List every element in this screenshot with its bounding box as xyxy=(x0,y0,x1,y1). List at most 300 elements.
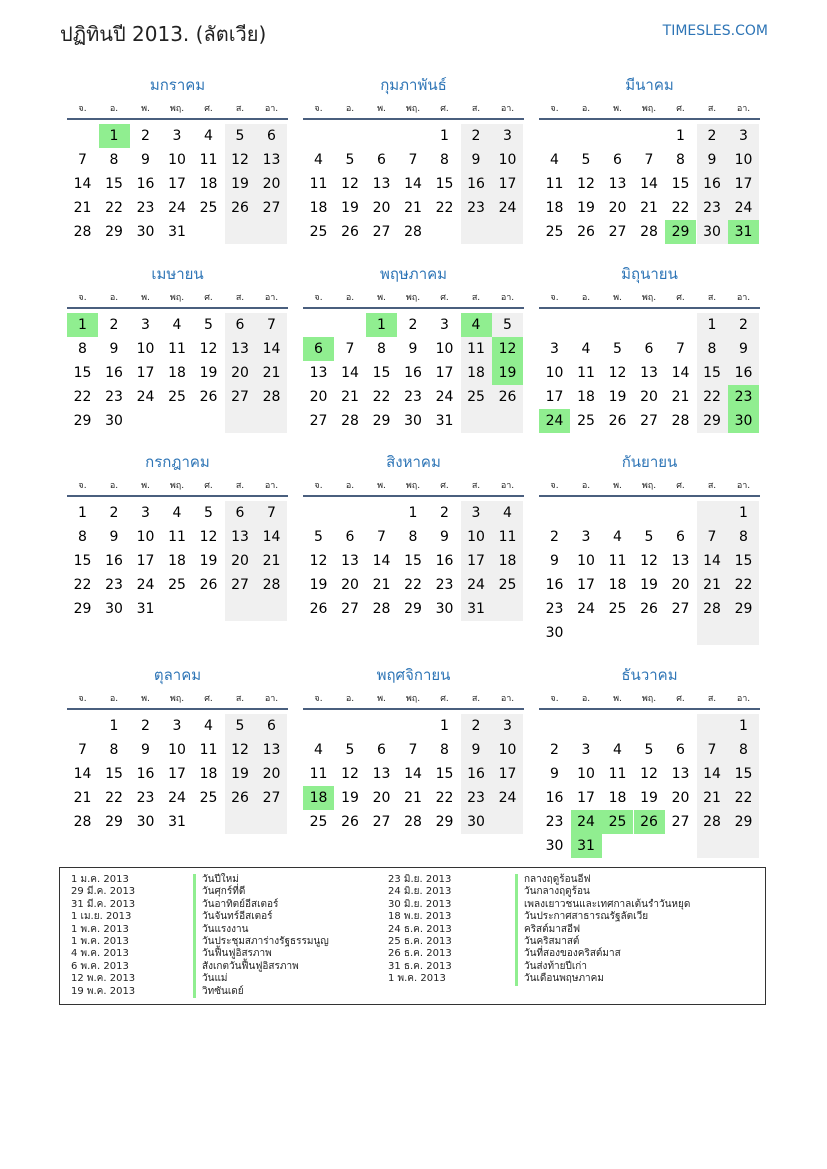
weekend-day: 20 xyxy=(225,549,256,573)
day-cell: 11 xyxy=(199,742,218,758)
weekend-day: 31 xyxy=(461,597,492,621)
weekday-label: ส. xyxy=(707,694,717,704)
header-rule xyxy=(67,307,288,309)
weekend-day: 14 xyxy=(256,525,287,549)
weekend-day: 3 xyxy=(461,501,492,525)
weekend-day: 8 xyxy=(728,525,759,549)
day-cell: 8 xyxy=(440,742,449,758)
weekday-label: ส. xyxy=(707,481,717,491)
weekday-header xyxy=(303,478,524,492)
day-cell: 23 xyxy=(404,389,422,405)
weekday-label: จ. xyxy=(550,694,559,704)
days-grid xyxy=(303,501,524,645)
empty-weekend-cell xyxy=(492,220,523,244)
weekend-day: 24 xyxy=(728,196,759,220)
weekend-day: 14 xyxy=(256,337,287,361)
weekday-label: ศ. xyxy=(440,293,449,303)
weekend-day: 9 xyxy=(697,148,728,172)
day-cell: 20 xyxy=(309,389,328,405)
weekday-label: อ. xyxy=(581,694,591,704)
header-rule xyxy=(303,118,524,120)
holiday-date: 1 พ.ค. 2013 xyxy=(71,936,129,947)
month-name: มกราคม xyxy=(149,76,206,94)
empty-weekend-cell xyxy=(492,810,523,834)
day-cell: 15 xyxy=(435,766,454,782)
weekday-label: พฤ. xyxy=(405,104,421,114)
header-rule xyxy=(539,708,760,710)
weekend-day: 16 xyxy=(461,762,492,786)
day-cell: 12 xyxy=(309,553,328,569)
weekday-label: ศ. xyxy=(440,104,449,114)
day-cell: 4 xyxy=(314,152,323,168)
day-cell: 6 xyxy=(377,742,386,758)
day-cell: 8 xyxy=(676,152,685,168)
empty-weekend-cell xyxy=(697,501,728,525)
day-cell: 19 xyxy=(640,790,658,806)
day-cell: 14 xyxy=(404,766,422,782)
weekday-header xyxy=(303,290,524,304)
weekday-label: อ. xyxy=(345,694,355,704)
weekday-header xyxy=(303,101,524,115)
day-cell: 19 xyxy=(199,553,218,569)
day-cell: 13 xyxy=(671,766,690,782)
weekend-day: 23 xyxy=(697,196,728,220)
weekday-header xyxy=(539,290,760,304)
day-cell: 8 xyxy=(109,742,119,758)
weekday-label: อ. xyxy=(581,481,591,491)
weekday-label: อ. xyxy=(109,104,119,114)
holiday-name: วันที่สองของคริสต์มาส xyxy=(515,948,621,961)
weekday-label: พฤ. xyxy=(405,481,421,491)
day-cell: 21 xyxy=(372,577,391,593)
day-cell: 23 xyxy=(136,790,155,806)
day-cell: 12 xyxy=(199,529,218,545)
day-cell: 14 xyxy=(372,553,391,569)
weekday-label: พ. xyxy=(377,481,386,491)
days-grid xyxy=(539,501,760,645)
weekend-day: 17 xyxy=(728,172,759,196)
weekend-day: 21 xyxy=(256,361,287,385)
holiday-name: วันปีใหม่ xyxy=(193,874,239,887)
weekday-label: ส. xyxy=(471,694,481,704)
day-cell: 1 xyxy=(78,505,87,521)
day-cell: 24 xyxy=(168,790,186,806)
holiday-name: วิทซันเดย์ xyxy=(193,986,244,999)
holiday-name: วันประกาศสาธารณรัฐลัตเวีย xyxy=(515,911,648,924)
weekend-day: 12 xyxy=(225,738,256,762)
weekend-day: 28 xyxy=(256,385,287,409)
day-cell: 3 xyxy=(581,529,591,545)
days-grid xyxy=(539,124,760,268)
day-cell: 29 xyxy=(73,413,92,429)
day-cell: 9 xyxy=(109,529,119,545)
weekday-label: ส. xyxy=(471,293,481,303)
weekday-label: ศ. xyxy=(440,481,449,491)
weekend-day: 15 xyxy=(728,762,759,786)
day-cell: 4 xyxy=(581,341,591,357)
day-cell: 6 xyxy=(676,529,685,545)
weekday-label: จ. xyxy=(78,104,87,114)
day-cell: 28 xyxy=(341,413,359,429)
day-cell: 4 xyxy=(613,529,622,545)
weekday-label: จ. xyxy=(314,481,323,491)
day-cell: 16 xyxy=(105,365,123,381)
day-cell: 25 xyxy=(309,224,328,240)
page-title: ปฏิทินปี 2013. (ลัตเวีย) xyxy=(60,22,267,46)
header-rule xyxy=(303,307,524,309)
day-cell: 19 xyxy=(577,200,595,216)
weekend-day: 9 xyxy=(728,337,759,361)
weekday-label: อ. xyxy=(581,293,591,303)
day-cell: 19 xyxy=(341,200,359,216)
weekend-day: 25 xyxy=(492,573,523,597)
day-cell: 27 xyxy=(608,224,627,240)
weekend-day: 23 xyxy=(461,196,492,220)
day-cell: 8 xyxy=(377,341,386,357)
day-cell: 11 xyxy=(608,766,627,782)
weekend-day: 6 xyxy=(225,501,256,525)
day-cell: 10 xyxy=(168,742,186,758)
holiday-name: วันคริสมาสต์ xyxy=(515,936,579,949)
weekday-label: อ. xyxy=(345,104,355,114)
weekday-label: พ. xyxy=(141,104,150,114)
weekday-header xyxy=(539,691,760,705)
day-cell: 9 xyxy=(141,742,150,758)
weekday-label: ส. xyxy=(235,293,245,303)
day-cell: 24 xyxy=(136,577,155,593)
day-cell: 2 xyxy=(550,742,559,758)
day-cell: 23 xyxy=(435,577,454,593)
day-cell: 31 xyxy=(168,224,186,240)
empty-weekend-cell xyxy=(492,597,523,621)
weekday-label: อ. xyxy=(345,481,355,491)
day-cell: 15 xyxy=(435,176,454,192)
day-cell: 18 xyxy=(608,790,627,806)
weekday-label: จ. xyxy=(314,694,323,704)
weekend-day: 28 xyxy=(256,573,287,597)
holiday-day: 30 xyxy=(728,409,759,433)
day-cell: 20 xyxy=(341,577,359,593)
weekday-label: พ. xyxy=(377,694,386,704)
day-cell: 27 xyxy=(309,413,328,429)
header-rule xyxy=(539,307,760,309)
day-cell: 13 xyxy=(309,365,328,381)
weekend-day: 12 xyxy=(225,148,256,172)
day-cell: 29 xyxy=(73,601,92,617)
day-cell: 20 xyxy=(640,389,658,405)
day-cell: 26 xyxy=(341,224,359,240)
empty-weekend-cell xyxy=(256,810,287,834)
weekday-label: ศ. xyxy=(676,293,685,303)
holiday-day: 25 xyxy=(602,810,633,834)
weekend-day: 1 xyxy=(697,313,728,337)
days-grid xyxy=(303,714,524,858)
day-cell: 30 xyxy=(105,413,123,429)
weekend-day: 14 xyxy=(697,549,728,573)
holiday-day: 1 xyxy=(67,313,98,337)
weekend-day: 17 xyxy=(492,172,523,196)
weekend-day: 21 xyxy=(697,573,728,597)
weekday-label: อ. xyxy=(345,293,355,303)
day-cell: 18 xyxy=(199,176,218,192)
days-grid xyxy=(67,124,288,268)
day-cell: 17 xyxy=(136,553,155,569)
empty-weekend-cell xyxy=(492,409,523,433)
day-cell: 1 xyxy=(440,128,449,144)
day-cell: 22 xyxy=(73,389,92,405)
weekend-day: 11 xyxy=(461,337,492,361)
holiday-date: 24 ธ.ค. 2013 xyxy=(388,923,452,935)
day-cell: 29 xyxy=(404,601,422,617)
day-cell: 29 xyxy=(105,224,123,240)
weekend-day: 7 xyxy=(256,313,287,337)
holiday-name: วันแรงงาน xyxy=(193,924,248,937)
weekday-label: อา. xyxy=(736,104,751,114)
weekday-label: อา. xyxy=(264,481,279,491)
day-cell: 6 xyxy=(676,742,685,758)
weekday-label: จ. xyxy=(314,293,323,303)
holiday-date: 4 พ.ค. 2013 xyxy=(71,948,129,960)
weekend-day: 2 xyxy=(728,313,759,337)
weekday-label: ส. xyxy=(707,293,717,303)
day-cell: 1 xyxy=(408,505,418,521)
day-cell: 20 xyxy=(671,790,690,806)
day-cell: 27 xyxy=(372,224,391,240)
holiday-name: สังเกตวันฟื้นฟูอิสรภาพ xyxy=(193,961,299,974)
day-cell: 17 xyxy=(168,766,186,782)
day-cell: 25 xyxy=(577,413,595,429)
empty-weekend-cell xyxy=(697,714,728,738)
weekday-label: อา. xyxy=(500,481,515,491)
weekend-day: 13 xyxy=(256,738,287,762)
day-cell: 1 xyxy=(440,718,449,734)
weekday-label: อา. xyxy=(264,293,279,303)
weekend-day: 2 xyxy=(461,124,492,148)
holiday-date: 1 เม.ย. 2013 xyxy=(71,911,132,923)
weekday-header xyxy=(303,691,524,705)
weekend-day: 27 xyxy=(256,196,287,220)
day-cell: 25 xyxy=(199,790,218,806)
day-cell: 25 xyxy=(199,200,218,216)
holiday-name: วันฟื้นฟูอิสรภาพ xyxy=(193,948,272,961)
day-cell: 17 xyxy=(545,389,564,405)
weekday-label: ส. xyxy=(235,104,245,114)
weekday-label: พฤ. xyxy=(641,481,657,491)
weekend-day: 1 xyxy=(728,501,759,525)
day-cell: 9 xyxy=(550,766,559,782)
weekend-day: 6 xyxy=(225,313,256,337)
day-cell: 28 xyxy=(404,814,422,830)
day-cell: 19 xyxy=(608,389,627,405)
month-name: ตุลาคม xyxy=(153,666,202,684)
day-cell: 2 xyxy=(109,505,119,521)
weekday-label: พฤ. xyxy=(169,293,185,303)
holiday-date: 29 มี.ค. 2013 xyxy=(71,886,136,898)
days-grid xyxy=(67,313,288,457)
day-cell: 16 xyxy=(545,790,564,806)
weekend-day: 8 xyxy=(728,738,759,762)
holiday-date: 18 พ.ย. 2013 xyxy=(388,911,452,923)
day-cell: 17 xyxy=(577,577,595,593)
day-cell: 8 xyxy=(78,529,87,545)
day-cell: 26 xyxy=(577,224,595,240)
weekday-label: อา. xyxy=(736,694,751,704)
weekday-label: อ. xyxy=(109,694,119,704)
day-cell: 26 xyxy=(341,814,359,830)
day-cell: 26 xyxy=(199,577,218,593)
weekend-day: 7 xyxy=(256,501,287,525)
day-cell: 1 xyxy=(109,718,119,734)
day-cell: 29 xyxy=(105,814,123,830)
weekday-label: อา. xyxy=(500,293,515,303)
weekday-label: ศ. xyxy=(676,104,685,114)
holiday-day: 24 xyxy=(571,810,602,834)
weekend-day: 21 xyxy=(256,549,287,573)
day-cell: 23 xyxy=(545,814,564,830)
day-cell: 7 xyxy=(78,742,87,758)
weekend-day: 9 xyxy=(461,738,492,762)
weekend-day: 13 xyxy=(256,148,287,172)
day-cell: 22 xyxy=(435,200,454,216)
day-cell: 9 xyxy=(550,553,559,569)
weekday-label: พฤ. xyxy=(405,293,421,303)
day-cell: 26 xyxy=(640,601,658,617)
day-cell: 4 xyxy=(172,317,182,333)
weekend-day: 19 xyxy=(225,172,256,196)
holiday-name: วันประชุมสภาร่างรัฐธรรมนูญ xyxy=(193,936,329,949)
month-name: เมษายน xyxy=(151,265,204,283)
day-cell: 19 xyxy=(309,577,328,593)
empty-weekend-cell xyxy=(461,220,492,244)
holiday-name: วันอาทิตย์อีสเตอร์ xyxy=(193,899,278,912)
weekend-day: 3 xyxy=(492,124,523,148)
weekday-label: พ. xyxy=(613,694,622,704)
day-cell: 8 xyxy=(408,529,418,545)
weekend-day: 30 xyxy=(697,220,728,244)
weekday-label: พ. xyxy=(141,293,150,303)
weekend-day: 22 xyxy=(728,786,759,810)
day-cell: 12 xyxy=(341,766,359,782)
day-cell: 27 xyxy=(640,413,658,429)
holiday-name: วันกลางฤดูร้อน xyxy=(515,886,590,899)
day-cell: 26 xyxy=(309,601,328,617)
day-cell: 20 xyxy=(608,200,627,216)
days-grid xyxy=(539,714,760,858)
day-cell: 11 xyxy=(545,176,564,192)
day-cell: 21 xyxy=(640,200,658,216)
weekday-label: จ. xyxy=(550,104,559,114)
day-cell: 12 xyxy=(199,341,218,357)
day-cell: 18 xyxy=(577,389,595,405)
day-cell: 5 xyxy=(314,529,323,545)
weekend-day: 6 xyxy=(256,124,287,148)
weekday-label: ศ. xyxy=(440,694,449,704)
weekend-day: 6 xyxy=(256,714,287,738)
day-cell: 5 xyxy=(613,341,622,357)
day-cell: 18 xyxy=(545,200,564,216)
day-cell: 19 xyxy=(199,365,218,381)
weekday-label: พฤ. xyxy=(169,694,185,704)
day-cell: 5 xyxy=(345,742,355,758)
day-cell: 15 xyxy=(73,553,92,569)
weekend-day: 5 xyxy=(225,124,256,148)
header-rule xyxy=(539,495,760,497)
holiday-day: 26 xyxy=(634,810,665,834)
day-cell: 5 xyxy=(204,505,213,521)
holiday-day: 23 xyxy=(728,385,759,409)
day-cell: 16 xyxy=(105,553,123,569)
day-cell: 21 xyxy=(73,790,92,806)
weekend-day: 23 xyxy=(461,786,492,810)
day-cell: 2 xyxy=(408,317,418,333)
day-cell: 7 xyxy=(345,341,355,357)
day-cell: 11 xyxy=(577,365,595,381)
day-cell: 3 xyxy=(440,317,449,333)
month-name: กุมภาพันธ์ xyxy=(380,76,447,94)
weekend-day: 9 xyxy=(461,148,492,172)
day-cell: 3 xyxy=(581,742,591,758)
weekday-label: พ. xyxy=(613,104,622,114)
weekend-day: 15 xyxy=(697,361,728,385)
day-cell: 6 xyxy=(345,529,355,545)
day-cell: 9 xyxy=(109,341,119,357)
day-cell: 14 xyxy=(671,365,690,381)
weekday-label: อ. xyxy=(109,293,119,303)
weekend-day: 13 xyxy=(225,337,256,361)
day-cell: 25 xyxy=(168,577,186,593)
day-cell: 18 xyxy=(168,553,186,569)
weekend-day: 27 xyxy=(225,385,256,409)
weekend-day: 20 xyxy=(256,172,287,196)
weekend-day: 3 xyxy=(492,714,523,738)
holiday-date: 31 มี.ค. 2013 xyxy=(71,898,136,910)
day-cell: 3 xyxy=(172,718,182,734)
day-cell: 16 xyxy=(435,553,454,569)
weekday-label: ศ. xyxy=(204,293,213,303)
day-cell: 11 xyxy=(199,152,218,168)
holiday-date: 31 ธ.ค. 2013 xyxy=(388,960,452,972)
day-cell: 5 xyxy=(644,742,654,758)
day-cell: 7 xyxy=(408,742,418,758)
day-cell: 14 xyxy=(404,176,422,192)
brand-link[interactable]: TIMESLES.COM xyxy=(662,23,768,39)
day-cell: 22 xyxy=(105,200,123,216)
weekend-day: 10 xyxy=(461,525,492,549)
day-cell: 13 xyxy=(372,766,391,782)
weekend-day: 13 xyxy=(225,525,256,549)
weekday-label: พ. xyxy=(377,104,386,114)
day-cell: 16 xyxy=(136,176,155,192)
day-cell: 27 xyxy=(671,814,690,830)
holiday-day: 29 xyxy=(665,220,696,244)
day-cell: 12 xyxy=(608,365,627,381)
day-cell: 10 xyxy=(136,341,155,357)
day-cell: 11 xyxy=(608,553,627,569)
weekend-day: 4 xyxy=(492,501,523,525)
empty-weekend-cell xyxy=(225,409,256,433)
empty-weekend-cell xyxy=(256,597,287,621)
day-cell: 27 xyxy=(372,814,391,830)
weekend-day: 22 xyxy=(728,573,759,597)
day-cell: 13 xyxy=(608,176,627,192)
day-cell: 12 xyxy=(640,553,658,569)
day-cell: 4 xyxy=(550,152,559,168)
header-rule xyxy=(303,495,524,497)
empty-weekend-cell xyxy=(728,621,759,645)
day-cell: 21 xyxy=(341,389,359,405)
day-cell: 25 xyxy=(608,601,627,617)
day-cell: 4 xyxy=(314,742,323,758)
